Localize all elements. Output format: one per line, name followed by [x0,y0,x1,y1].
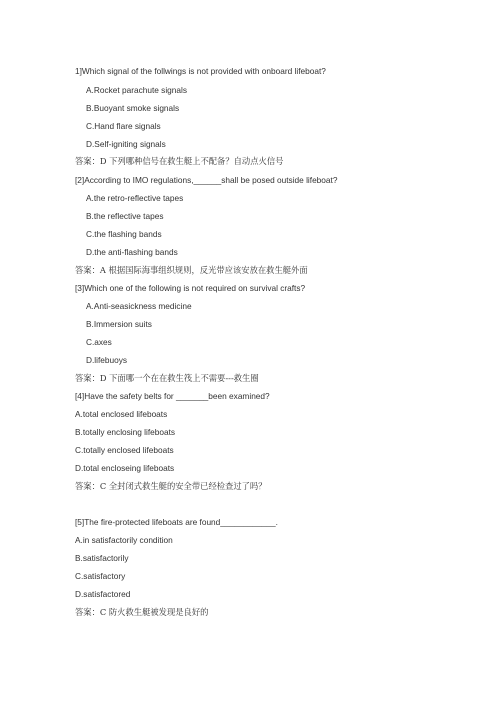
question-2-option-a: A.the retro-reflective tapes [86,193,184,203]
question-1-text: 1]Which signal of the follwings is not provided with onboard lifeboat? [75,66,326,76]
question-4-text: [4]Have the safety belts for _______been examined? [75,391,270,401]
question-4-option-c: C.totally enclosed lifeboats [75,445,174,455]
question-1-option-b: B.Buoyant smoke signals [86,103,180,113]
question-3-text: [3]Which one of the following is not required on survival crafts? [75,283,306,293]
question-5-option-a: A.in satisfactorily condition [75,535,173,545]
question-1-answer: 答案：D 下列哪种信号在救生艇上不配备？自动点火信号 [75,156,284,166]
question-5-option-c: C.satisfactory [75,571,126,581]
question-4-option-a: A.total enclosed lifeboats [75,409,168,419]
question-5-text: [5]The fire-protected lifeboats are found____________. [75,517,278,527]
question-1-option-c: C.Hand flare signals [86,121,161,131]
question-2-option-d: D.the anti-flashing bands [86,247,178,257]
question-2-text: [2]According to IMO regulations,______shall be posed outside lifeboat? [75,175,338,185]
question-1-option-d: D.Self-igniting signals [86,139,166,149]
question-2-answer: 答案：A 根据国际海事组织规则，反光带应该安放在救生艇外面 [75,265,308,275]
question-5-option-d: D.satisfactored [75,589,131,599]
question-3-option-b: B.Immersion suits [86,319,152,329]
question-5-option-b: B.satisfactorily [75,553,129,563]
question-4-option-d: D.total encloseing lifeboats [75,463,175,473]
question-5-answer: 答案：C 防火救生艇被发现是良好的 [75,607,209,617]
question-4-answer: 答案：C 全封闭式救生艇的安全带已经检查过了吗？ [75,481,267,491]
question-3-answer: 答案：D 下面哪一个在在救生筏上不需要---救生圈 [75,373,259,383]
question-2-option-b: B.the reflective tapes [86,211,164,221]
question-3-option-c: C.axes [86,337,112,347]
question-3-option-a: A.Anti-seasickness medicine [86,301,192,311]
question-1-option-a: A.Rocket parachute signals [86,85,188,95]
question-3-option-d: D.lifebuoys [86,355,128,365]
question-2-option-c: C.the flashing bands [86,229,162,239]
question-4-option-b: B.totally enclosing lifeboats [75,427,176,437]
